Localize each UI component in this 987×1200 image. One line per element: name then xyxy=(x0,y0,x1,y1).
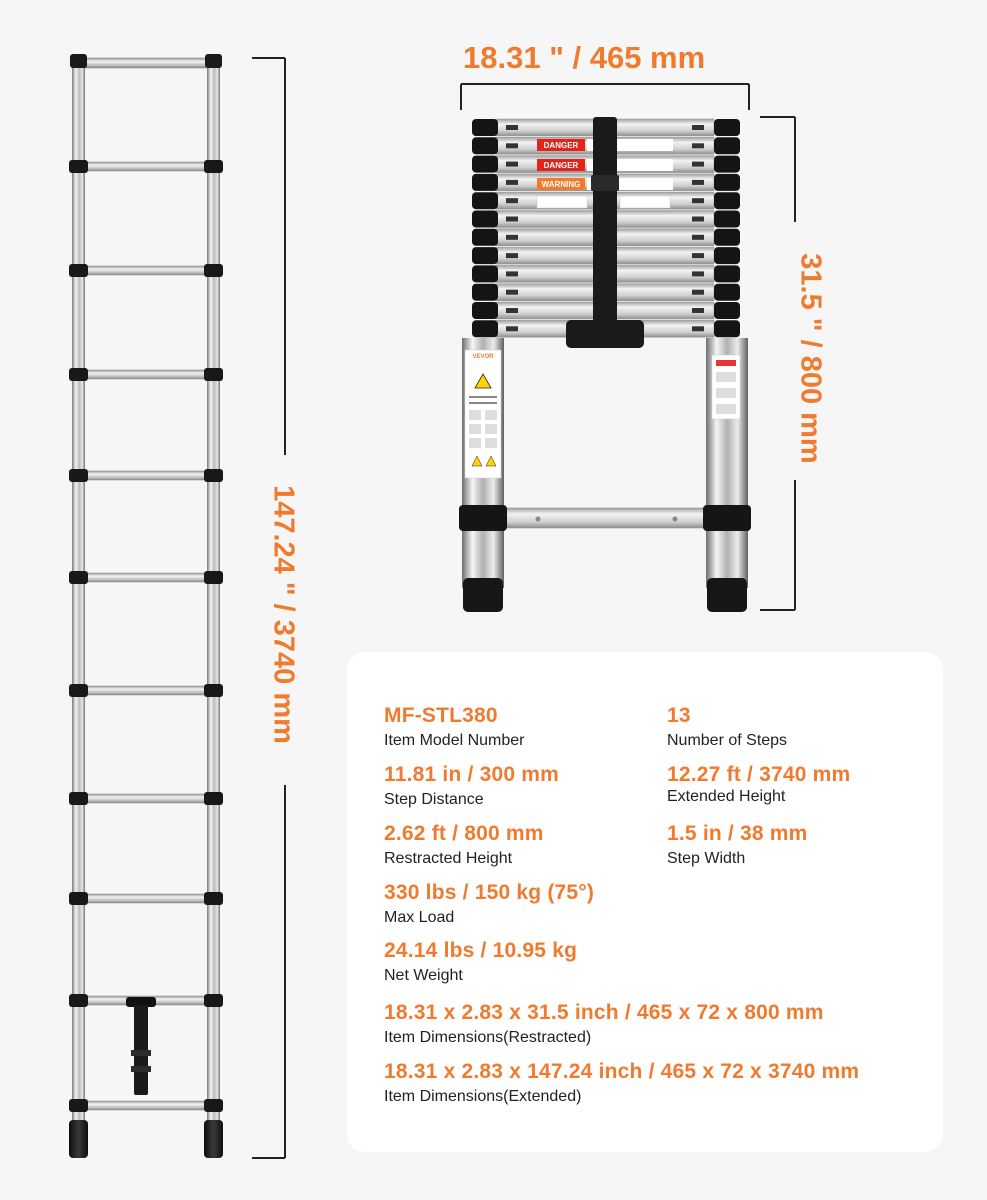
rung-slot xyxy=(506,162,518,167)
rung-bracket xyxy=(472,137,498,154)
rung-slot xyxy=(692,125,704,130)
spec-label: Max Load xyxy=(384,909,455,926)
rung-bracket xyxy=(714,229,740,246)
rung-slot xyxy=(506,253,518,258)
rung-slot xyxy=(692,290,704,295)
spec-value: 12.27 ft / 3740 mm xyxy=(667,763,851,786)
spec-dimensions-extended xyxy=(384,1060,859,1106)
rung-bracket xyxy=(459,505,507,531)
danger-label: DANGER xyxy=(543,141,579,150)
spec-value: 13 xyxy=(667,704,691,727)
rung-slot xyxy=(506,308,518,313)
rung-bracket xyxy=(714,247,740,264)
rung-slot xyxy=(692,253,704,258)
rung-bracket xyxy=(714,174,740,191)
spec-model-number xyxy=(384,704,525,750)
spec-label: Extended Height xyxy=(667,788,786,805)
rung-bracket xyxy=(472,320,498,337)
rung-slot xyxy=(692,198,704,203)
rung-slot xyxy=(692,235,704,240)
rung-bracket xyxy=(472,211,498,228)
spec-label: Item Dimensions(Restracted) xyxy=(384,1029,592,1046)
retracted-height-dimension-label: 31.5 " / 800 mm xyxy=(794,253,827,464)
spec-label: Step Distance xyxy=(384,791,484,808)
retracted-height-dimension-line xyxy=(760,117,795,610)
spec-value: 18.31 x 2.83 x 147.24 inch / 465 x 72 x 3740 mm xyxy=(384,1060,860,1083)
rung-bracket xyxy=(714,320,740,337)
rung-slot xyxy=(506,143,518,148)
width-dimension-label: 18.31 " / 465 mm xyxy=(463,40,706,75)
retracted-left-foot xyxy=(463,578,503,612)
spec-value: 330 lbs / 150 kg (75°) xyxy=(384,881,595,904)
rung-bracket xyxy=(472,119,498,136)
retracted-bottom-rung xyxy=(500,508,710,528)
rung-slot xyxy=(692,308,704,313)
rung-bracket xyxy=(472,284,498,301)
rung-slot xyxy=(506,271,518,276)
spec-value: 24.14 lbs / 10.95 kg xyxy=(384,939,578,962)
rung-bracket xyxy=(714,137,740,154)
spec-dimensions-retracted xyxy=(384,1001,824,1047)
rung-bracket xyxy=(714,284,740,301)
rung-bracket xyxy=(714,302,740,319)
specifications-card xyxy=(347,652,943,1152)
spec-value: 18.31 x 2.83 x 31.5 inch / 465 x 72 x 800 mm xyxy=(384,1001,824,1024)
danger-label: DANGER xyxy=(543,161,579,170)
rung-bracket xyxy=(714,119,740,136)
safety-sticker-left xyxy=(465,350,501,478)
rung-bracket xyxy=(703,505,751,531)
spec-value: 11.81 in / 300 mm xyxy=(384,763,560,786)
rung-slot xyxy=(506,290,518,295)
rung-bracket xyxy=(714,211,740,228)
retracted-right-foot xyxy=(707,578,747,612)
spec-label: Item Model Number xyxy=(384,732,525,749)
rung-slot xyxy=(506,217,518,222)
rung-bracket xyxy=(472,174,498,191)
spec-label: Number of Steps xyxy=(667,732,788,749)
safety-sticker-right xyxy=(712,355,740,419)
extended-height-dimension-label: 147.24 " / 3740 mm xyxy=(267,485,300,744)
spec-step-width xyxy=(667,822,808,868)
spec-label: Restracted Height xyxy=(384,850,513,867)
spec-value: 1.5 in / 38 mm xyxy=(667,822,808,845)
spec-label: Item Dimensions(Extended) xyxy=(384,1088,582,1105)
rung-slot xyxy=(692,180,704,185)
spec-value: 2.62 ft / 800 mm xyxy=(384,822,544,845)
rung-slot xyxy=(692,217,704,222)
spec-label: Step Width xyxy=(667,850,746,867)
spec-number-of-steps xyxy=(667,704,787,750)
rung-slot xyxy=(506,326,518,331)
rung-slot xyxy=(506,180,518,185)
rung-slot xyxy=(692,162,704,167)
spec-value: MF-STL380 xyxy=(384,704,498,727)
spec-net-weight xyxy=(384,939,577,985)
brand-label: VEVOR xyxy=(472,354,494,360)
rung-bracket xyxy=(472,302,498,319)
spec-label: Net Weight xyxy=(384,967,463,984)
rung-bracket xyxy=(472,156,498,173)
width-dimension-line xyxy=(461,84,749,110)
rung-slot xyxy=(692,143,704,148)
spec-max-load xyxy=(384,881,594,927)
rung-bracket xyxy=(472,265,498,282)
rung-bracket xyxy=(472,192,498,209)
rung-slot xyxy=(692,326,704,331)
rung-slot xyxy=(692,271,704,276)
rung-slot xyxy=(506,198,518,203)
rung-bracket xyxy=(714,156,740,173)
rung-bracket xyxy=(714,265,740,282)
rung-bracket xyxy=(472,247,498,264)
spec-step-distance xyxy=(384,763,559,809)
warning-label: WARNING xyxy=(541,180,581,189)
rung-slot xyxy=(506,235,518,240)
rung-bracket xyxy=(472,229,498,246)
spec-retracted-height xyxy=(384,822,544,868)
rung-slot xyxy=(506,125,518,130)
rung-bracket xyxy=(714,192,740,209)
spec-extended-height xyxy=(667,763,850,806)
